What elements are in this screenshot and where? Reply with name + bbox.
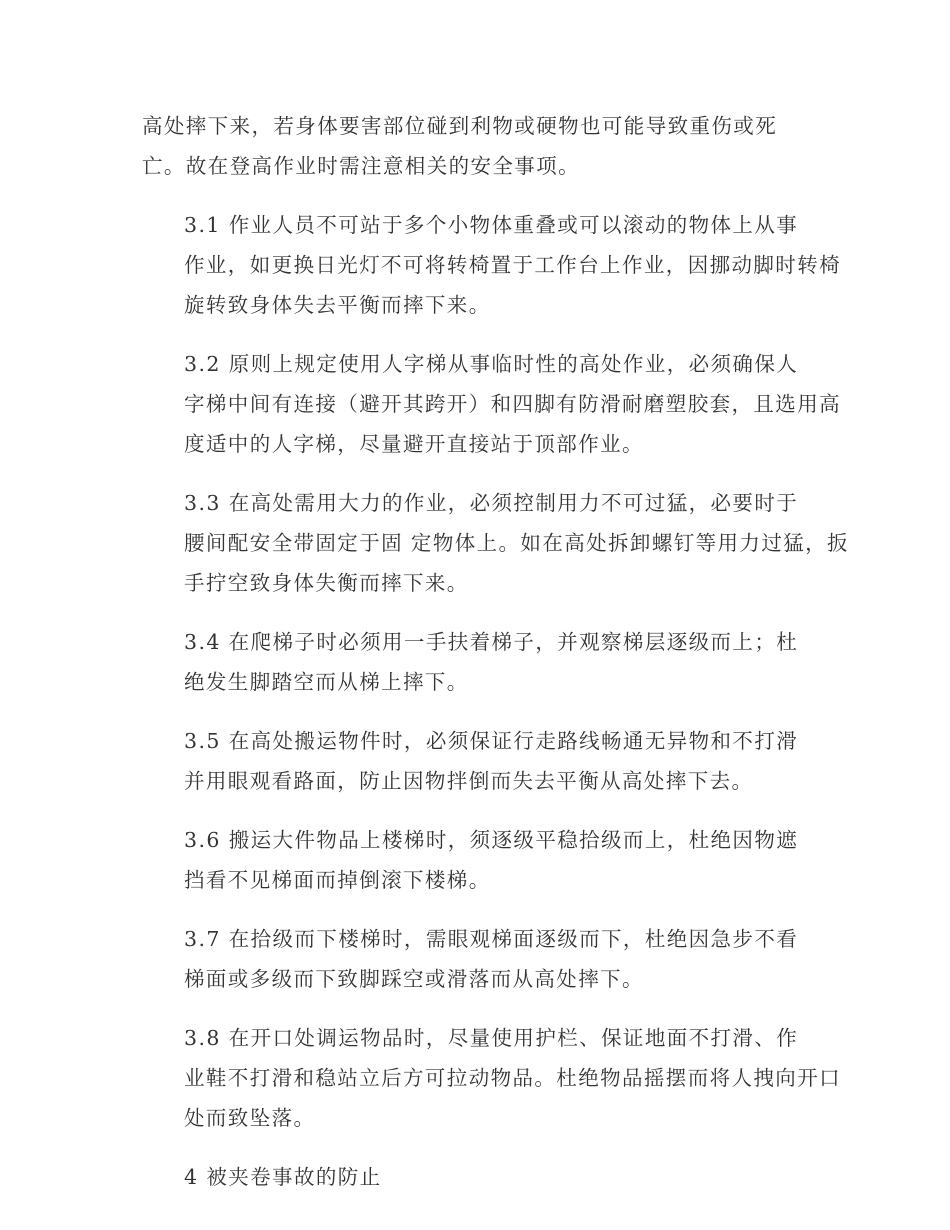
text-line: 绝发生脚踏空而从梯上摔下。 [184, 670, 469, 694]
text-line: 梯面或多级而下致脚踩空或滑落而从高处摔下。 [184, 967, 644, 991]
paragraph-3-4 [142, 622, 808, 702]
paragraph-3-3 [142, 483, 849, 603]
text-line: 4 被夹卷事故的防止 [184, 1165, 382, 1189]
document-body [142, 106, 849, 1216]
text-line: 度适中的人字梯，尽量避开直接站于顶部作业。 [184, 432, 644, 456]
text-line: 3.2 原则上规定使用人字梯从事临时性的高处作业，必须确保人 [184, 352, 799, 376]
text-line: 手拧空致身体失衡而摔下来。 [184, 571, 469, 595]
text-line: 3.5 在高处搬运物件时，必须保证行走路线畅通无异物和不打滑 [184, 729, 799, 753]
text-line: 3.3 在高处需用大力的作业，必须控制用力不可过猛，必要时于 [184, 491, 799, 515]
text-line: 高处摔下来，若身体要害部位碰到利物或硬物也可能导致重伤或死 [142, 114, 778, 138]
text-line: 挡看不见梯面而掉倒滚下楼梯。 [184, 868, 491, 892]
paragraph-3-2 [142, 344, 841, 464]
text-line: 3.6 搬运大件物品上楼梯时，须逐级平稳拾级而上，杜绝因物遮 [184, 828, 799, 852]
text-line: 3.1 作业人员不可站于多个小物体重叠或可以滚动的物体上从事 [184, 213, 799, 237]
text-line: 3.7 在拾级而下楼梯时，需眼观梯面逐级而下，杜绝因急步不看 [184, 927, 799, 951]
text-line: 3.4 在爬梯子时必须用一手扶着梯子，并观察梯层逐级而上；杜 [184, 630, 799, 654]
paragraph-continuation [142, 106, 808, 186]
text-line: 并用眼观看路面，防止因物拌倒而失去平衡从高处摔下去。 [184, 769, 754, 793]
text-line: 腰间配安全带固定于固 定物体上。如在高处拆卸螺钉等用力过猛，扳 [184, 531, 849, 555]
text-line: 3.8 在开口处调运物品时，尽量使用护栏、保证地面不打滑、作 [184, 1026, 799, 1050]
text-line: 旋转致身体失去平衡而摔下来。 [184, 293, 491, 317]
text-line: 处而致坠落。 [184, 1106, 316, 1130]
paragraph-3-8 [142, 1018, 841, 1138]
paragraph-3-6 [142, 820, 808, 900]
paragraph-3-7 [142, 919, 808, 999]
section-heading-4 [142, 1157, 808, 1197]
paragraph-3-5 [142, 721, 808, 801]
text-line: 字梯中间有连接（避开其跨开）和四脚有防滑耐磨塑胶套，且选用高 [184, 392, 841, 416]
text-line: 作业，如更换日光灯不可将转椅置于工作台上作业，因挪动脚时转椅 [184, 253, 841, 277]
paragraph-3-1 [142, 205, 841, 325]
text-line: 业鞋不打滑和稳站立后方可拉动物品。杜绝物品摇摆而将人拽向开口 [184, 1066, 841, 1090]
text-line: 亡。故在登高作业时需注意相关的安全事项。 [142, 154, 580, 178]
